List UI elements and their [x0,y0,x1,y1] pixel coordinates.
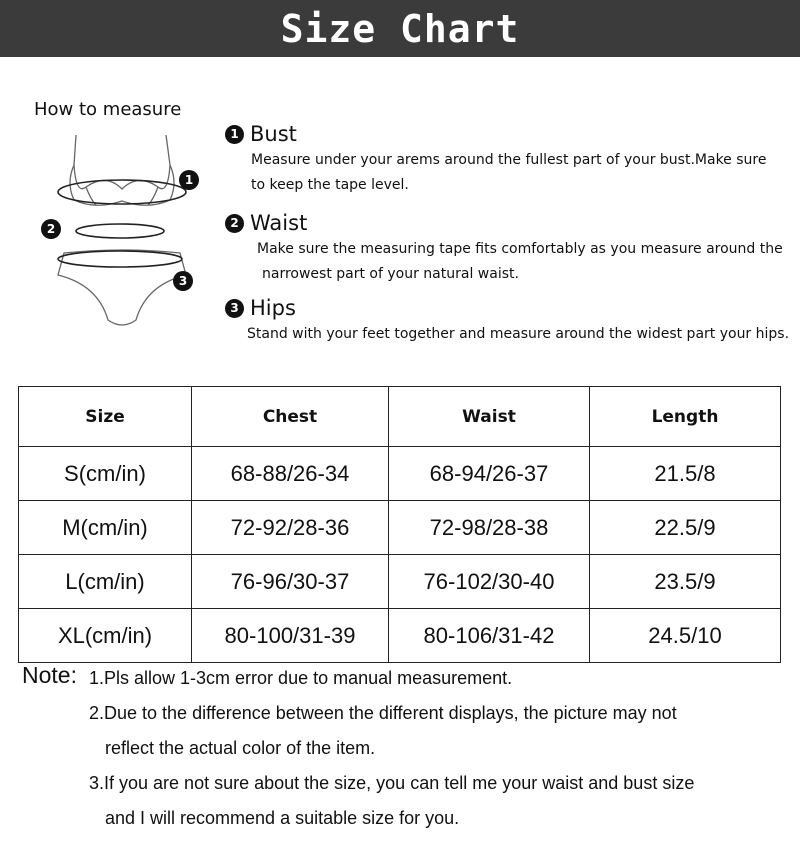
hips-title: Hips [250,296,296,320]
waist-cell: 80-106/31-42 [389,609,590,663]
hips-instruction [225,296,797,347]
note-line: reflect the actual color of the item. [105,738,376,758]
size-cell: XL(cm/in) [19,609,192,663]
table-row [19,555,781,609]
bust-line-2: to keep the tape level. [251,177,409,193]
bikini-measurement-illustration [36,125,208,335]
bust-number-badge: 1 [225,125,244,144]
note-line: 3.If you are not sure about the size, you can tell me your waist and bust size [89,773,695,793]
bust-description [225,148,771,198]
waist-number-badge: 2 [225,214,244,233]
title-banner [0,0,800,57]
notes-label: Note: [22,662,77,688]
size-cell: L(cm/in) [19,555,192,609]
size-table [18,386,781,663]
note-line: 1.Pls allow 1-3cm error due to manual measurement. [89,668,513,688]
bust-title: Bust [250,122,297,146]
header-chest: Chest [192,387,389,447]
waist-cell: 76-102/30-40 [389,555,590,609]
waist-instruction [225,211,787,287]
hips-number-badge: 3 [225,299,244,318]
svg-text:3: 3 [178,274,188,288]
length-cell: 22.5/9 [590,501,781,555]
table-row [19,501,781,555]
table-header-row [19,387,781,447]
bust-instruction [225,122,771,198]
waist-line-1: Make sure the measuring tape fits comfortably as you measure around the [257,241,783,257]
header-length: Length [590,387,781,447]
length-cell: 23.5/9 [590,555,781,609]
chest-cell: 76-96/30-37 [192,555,389,609]
size-cell: S(cm/in) [19,447,192,501]
length-cell: 24.5/10 [590,609,781,663]
header-waist: Waist [389,387,590,447]
waist-cell: 72-98/28-38 [389,501,590,555]
table-row [19,609,781,663]
how-to-measure-label: How to measure [34,99,182,120]
chest-cell: 72-92/28-36 [192,501,389,555]
chest-cell: 68-88/26-34 [192,447,389,501]
hips-line-1: Stand with your feet together and measure around the widest part your hips. [247,326,790,342]
svg-text:2: 2 [46,222,56,236]
page-title: Size Chart [280,6,520,51]
waist-description [225,237,787,287]
waist-title: Waist [250,211,308,235]
chest-cell: 80-100/31-39 [192,609,389,663]
note-line: 2.Due to the difference between the different displays, the picture may not [89,703,677,723]
bust-line-1: Measure under your arems around the fullest part of your bust.Make sure [251,152,767,168]
svg-text:1: 1 [184,173,194,187]
table-row [19,447,781,501]
waist-line-2: narrowest part of your natural waist. [262,266,519,282]
length-cell: 21.5/8 [590,447,781,501]
hips-description [225,322,797,347]
header-size: Size [19,387,192,447]
size-cell: M(cm/in) [19,501,192,555]
waist-cell: 68-94/26-37 [389,447,590,501]
note-line: and I will recommend a suitable size for you. [105,808,460,828]
